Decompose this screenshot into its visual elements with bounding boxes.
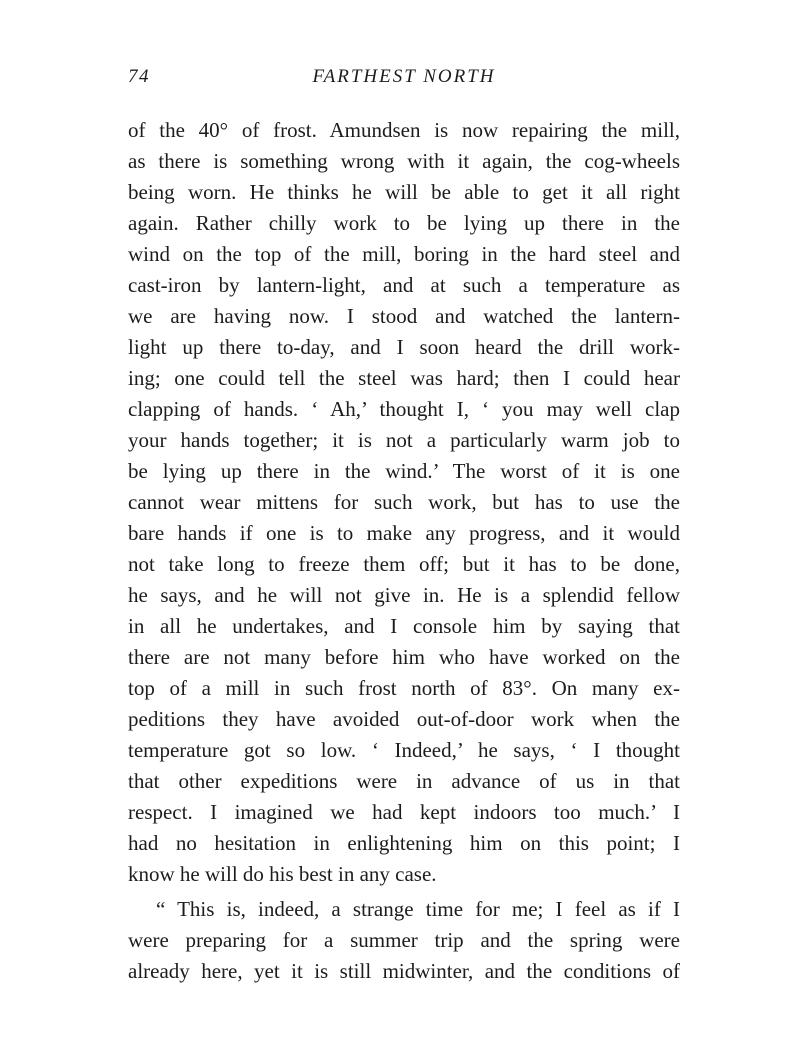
running-title: FARTHEST NORTH (312, 66, 496, 87)
text-line: being worn. He thinks he will be able to get it all right (128, 180, 680, 204)
text-line: peditions they have avoided out-of-door work when the (128, 707, 680, 731)
text-line: there are not many before him who have worked on the (128, 645, 680, 669)
text-line: again. Rather chilly work to be lying up there in the (128, 211, 680, 235)
text-line: that other expeditions were in advance of us in that (128, 769, 680, 793)
paragraph (128, 115, 680, 890)
text-line: not take long to freeze them off; but it has to be done, (128, 552, 680, 576)
text-line: as there is something wrong with it again, the cog-wheels (128, 149, 680, 173)
running-head (128, 66, 680, 94)
text-line: in all he undertakes, and I console him by saying that (128, 614, 680, 638)
text-line: top of a mill in such frost north of 83°. On many ex- (128, 676, 680, 700)
text-line: light up there to-day, and I soon heard the drill work- (128, 335, 680, 359)
text-line: ing; one could tell the steel was hard; then I could hear (128, 366, 680, 390)
text-line: cast-iron by lantern-light, and at such a temperature as (128, 273, 680, 297)
text-line: respect. I imagined we had kept indoors too much.’ I (128, 800, 680, 824)
text-line: wind on the top of the mill, boring in the hard steel and (128, 242, 680, 266)
paragraph (128, 894, 680, 987)
text-line: be lying up there in the wind.’ The worst of it is one (128, 459, 680, 483)
text-line: already here, yet it is still midwinter, and the conditions of (128, 959, 680, 983)
text-line: temperature got so low. ‘ Indeed,’ he says, ‘ I thought (128, 738, 680, 762)
text-line: bare hands if one is to make any progress, and it would (128, 521, 680, 545)
text-line: he says, and he will not give in. He is a splendid fellow (128, 583, 680, 607)
text-line: we are having now. I stood and watched the lantern- (128, 304, 680, 328)
text-line: had no hesitation in enlightening him on this point; I (128, 831, 680, 855)
text-line: know he will do his best in any case. (128, 862, 437, 886)
text-line: of the 40° of frost. Amundsen is now repairing the mill, (128, 118, 680, 142)
body-text (128, 115, 680, 987)
text-line: clapping of hands. ‘ Ah,’ thought I, ‘ you may well clap (128, 397, 680, 421)
text-line: were preparing for a summer trip and the spring were (128, 928, 680, 952)
page-number: 74 (128, 66, 150, 87)
text-line: your hands together; it is not a particularly warm job to (128, 428, 680, 452)
text-line: “ This is, indeed, a strange time for me; I feel as if I (156, 897, 680, 921)
text-line: cannot wear mittens for such work, but has to use the (128, 490, 680, 514)
